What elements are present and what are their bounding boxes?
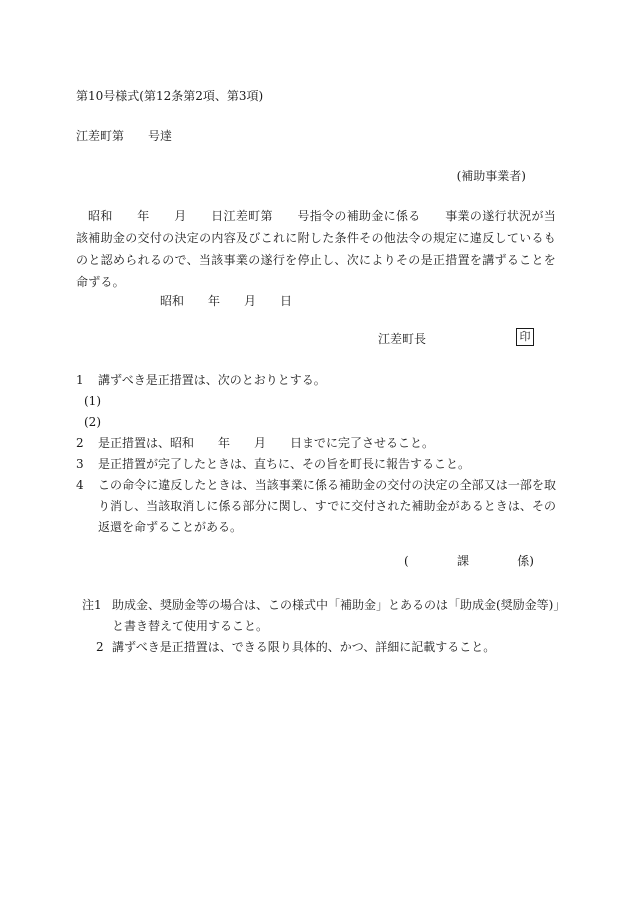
order-item-4 <box>76 475 556 538</box>
sub-item-2: (2) <box>84 415 101 429</box>
item-text: この命令に違反したときは、当該事業に係る補助金の交付の決定の全部又は一部を取り消し、当該取消しに係る部分に関し、すでに交付された補助金があるときは、その返還を命ずることがある。 <box>98 478 556 534</box>
item-text: 講ずべき是正措置は、次のとおりとする。 <box>98 373 326 387</box>
note-1 <box>82 595 560 637</box>
contact-open-paren: ( <box>404 554 409 568</box>
item-number: 2 <box>76 436 84 450</box>
item-number: 4 <box>76 478 84 492</box>
order-body-text: 昭和 年 月 日江差町第 号指令の補助金に係る 事業の遂行状況が当該補助金の交付の決定の内容及びこれに附した条件その他法令の規定に違反しているものと認められるので、当該事業の遂行を停止し、次によりその是正措置を講ずることを命ずる。 <box>76 209 556 289</box>
recipient-label: (補助事業者) <box>456 169 526 183</box>
note-text: 助成金、奨励金等の場合は、この様式中「補助金」とあるのは「助成金(奨励金等)」と書き替えて使用すること。 <box>112 598 560 633</box>
sub-item-1: (1) <box>84 394 101 408</box>
document-number: 江差町第 号達 <box>76 129 173 143</box>
order-item-1 <box>76 370 556 391</box>
note-2 <box>82 637 560 658</box>
order-item-2 <box>76 433 556 454</box>
note-number: 2 <box>96 640 104 654</box>
item-text: 是正措置が完了したときは、直ちに、その旨を町長に報告すること。 <box>98 457 471 471</box>
contact-staff-label: 係) <box>517 554 534 568</box>
note-number: 注1 <box>82 598 102 612</box>
order-item-3 <box>76 454 556 475</box>
signatory-title: 江差町長 <box>378 332 427 346</box>
order-items-list <box>76 370 556 538</box>
item-number: 1 <box>76 373 84 387</box>
item-text: 是正措置は、昭和 年 月 日までに完了させること。 <box>98 436 435 450</box>
note-text: 講ずべき是正措置は、できる限り具体的、かつ、詳細に記載すること。 <box>112 640 496 654</box>
contact-section <box>404 553 534 570</box>
contact-section-label: 課 <box>456 554 469 568</box>
notes-list <box>82 595 560 658</box>
form-title: 第10号様式(第12条第2項、第3項) <box>76 89 264 103</box>
seal-stamp-box: 印 <box>516 328 534 346</box>
item-number: 3 <box>76 457 84 471</box>
issue-date: 昭和 年 月 日 <box>160 294 293 308</box>
